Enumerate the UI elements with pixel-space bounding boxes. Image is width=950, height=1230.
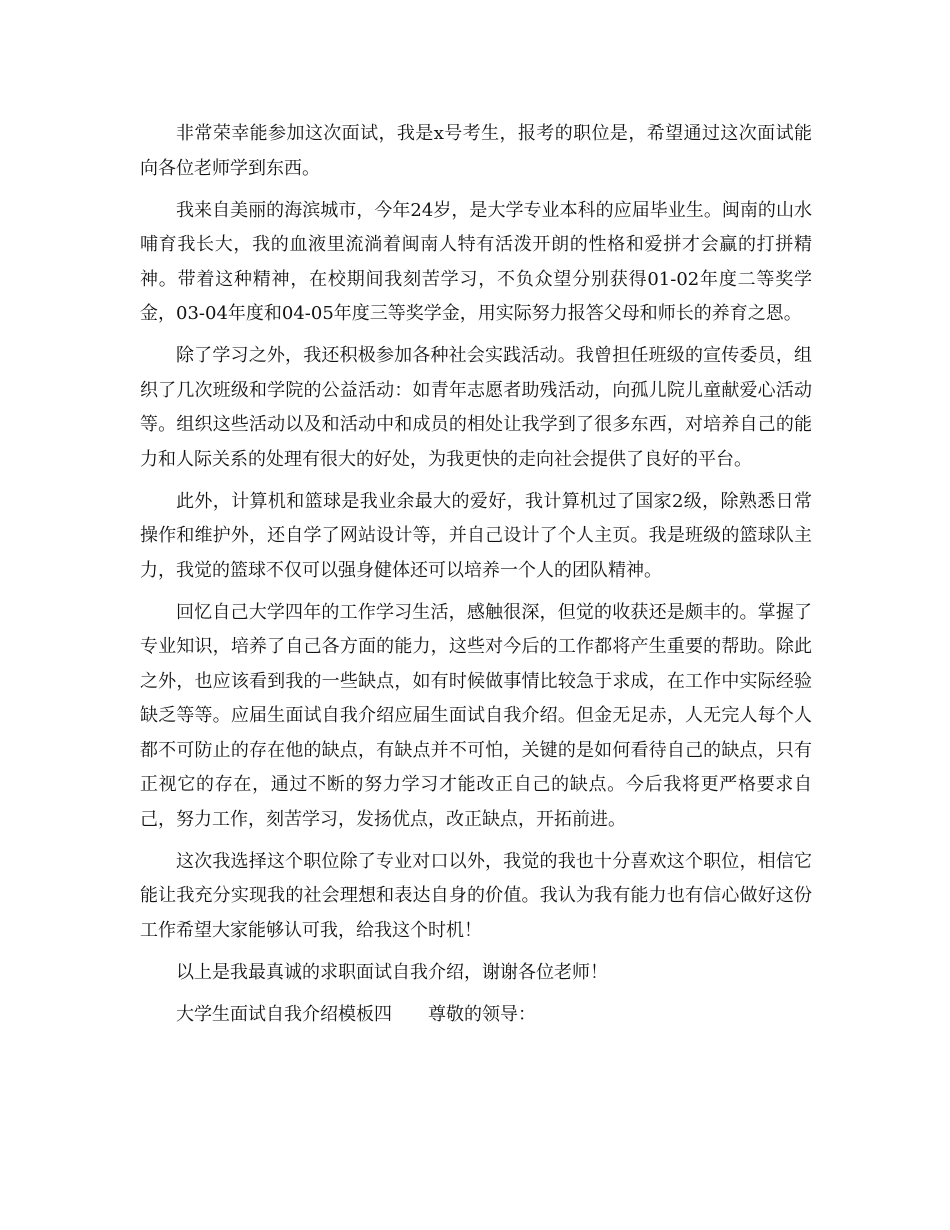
template-greeting: 尊敬的领导： xyxy=(428,1003,536,1025)
paragraph-intro: 非常荣幸能参加这次面试，我是x号考生，报考的职位是，希望通过这次面试能向各位老师学到东西。 xyxy=(140,123,812,179)
paragraph-hobbies: 此外，计算机和篮球是我业余最大的爱好，我计算机过了国家2级，除熟悉日常操作和维护外，还自学了网站设计等，并自己设计了个人主页。我是班级的篮球队主力，我觉的篮球不仅可以强身健体还可以培养一个人的团队精神。 xyxy=(140,490,812,581)
paragraph-reflection: 回忆自己大学四年的工作学习生活，感触很深，但觉的收获还是颇丰的。掌握了专业知识，培养了自己各方面的能力，这些对今后的工作都将产生重要的帮助。除此之外，也应该看到我的一些缺点，如有时候做事情比较急于求成，在工作中实际经验缺乏等等。应届生面试自我介绍应届生面试自我介绍。但金无足赤，人无完人每个人都不可防止的存在他的缺点，有缺点并不可怕，关键的是如何看待自己的缺点，只有正视它的存在，通过不断的努力学习才能改正自己的缺点。今后我将更严格要求自己，努力工作，刻苦学习，发扬优点，改正缺点，开拓前进。 xyxy=(140,601,812,830)
document-body xyxy=(140,117,812,1040)
paragraph-motivation: 这次我选择这个职位除了专业对口以外，我觉的我也十分喜欢这个职位，相信它能让我充分实现我的社会理想和表达自身的价值。我认为我有能力也有信心做好这份工作希望大家能够认可我，给我这个时机！ xyxy=(140,850,812,941)
paragraph-background: 我来自美丽的海滨城市，今年24岁，是大学专业本科的应届毕业生。闽南的山水哺育我长大，我的血液里流淌着闽南人特有活泼开朗的性格和爱拼才会赢的打拼精神。带着这种精神，在校期间我刻苦学习，不负众望分别获得01-02年度二等奖学金，03-04年度和04-05年度三等奖学金，用实际努力报答父母和师长的养育之恩。 xyxy=(140,199,812,324)
paragraph-activities: 除了学习之外，我还积极参加各种社会实践活动。我曾担任班级的宣传委员，组织了几次班级和学院的公益活动：如青年志愿者助残活动，向孤儿院儿童献爱心活动等。组织这些活动以及和活动中和成员的相处让我学到了很多东西，对培养自己的能力和人际关系的处理有很大的好处，为我更快的走向社会提供了良好的平台。 xyxy=(140,345,812,470)
paragraph-next-template xyxy=(140,998,812,1033)
paragraph-closing: 以上是我最真诚的求职面试自我介绍，谢谢各位老师！ xyxy=(176,961,608,983)
template-title: 大学生面试自我介绍模板四 xyxy=(176,1003,392,1025)
